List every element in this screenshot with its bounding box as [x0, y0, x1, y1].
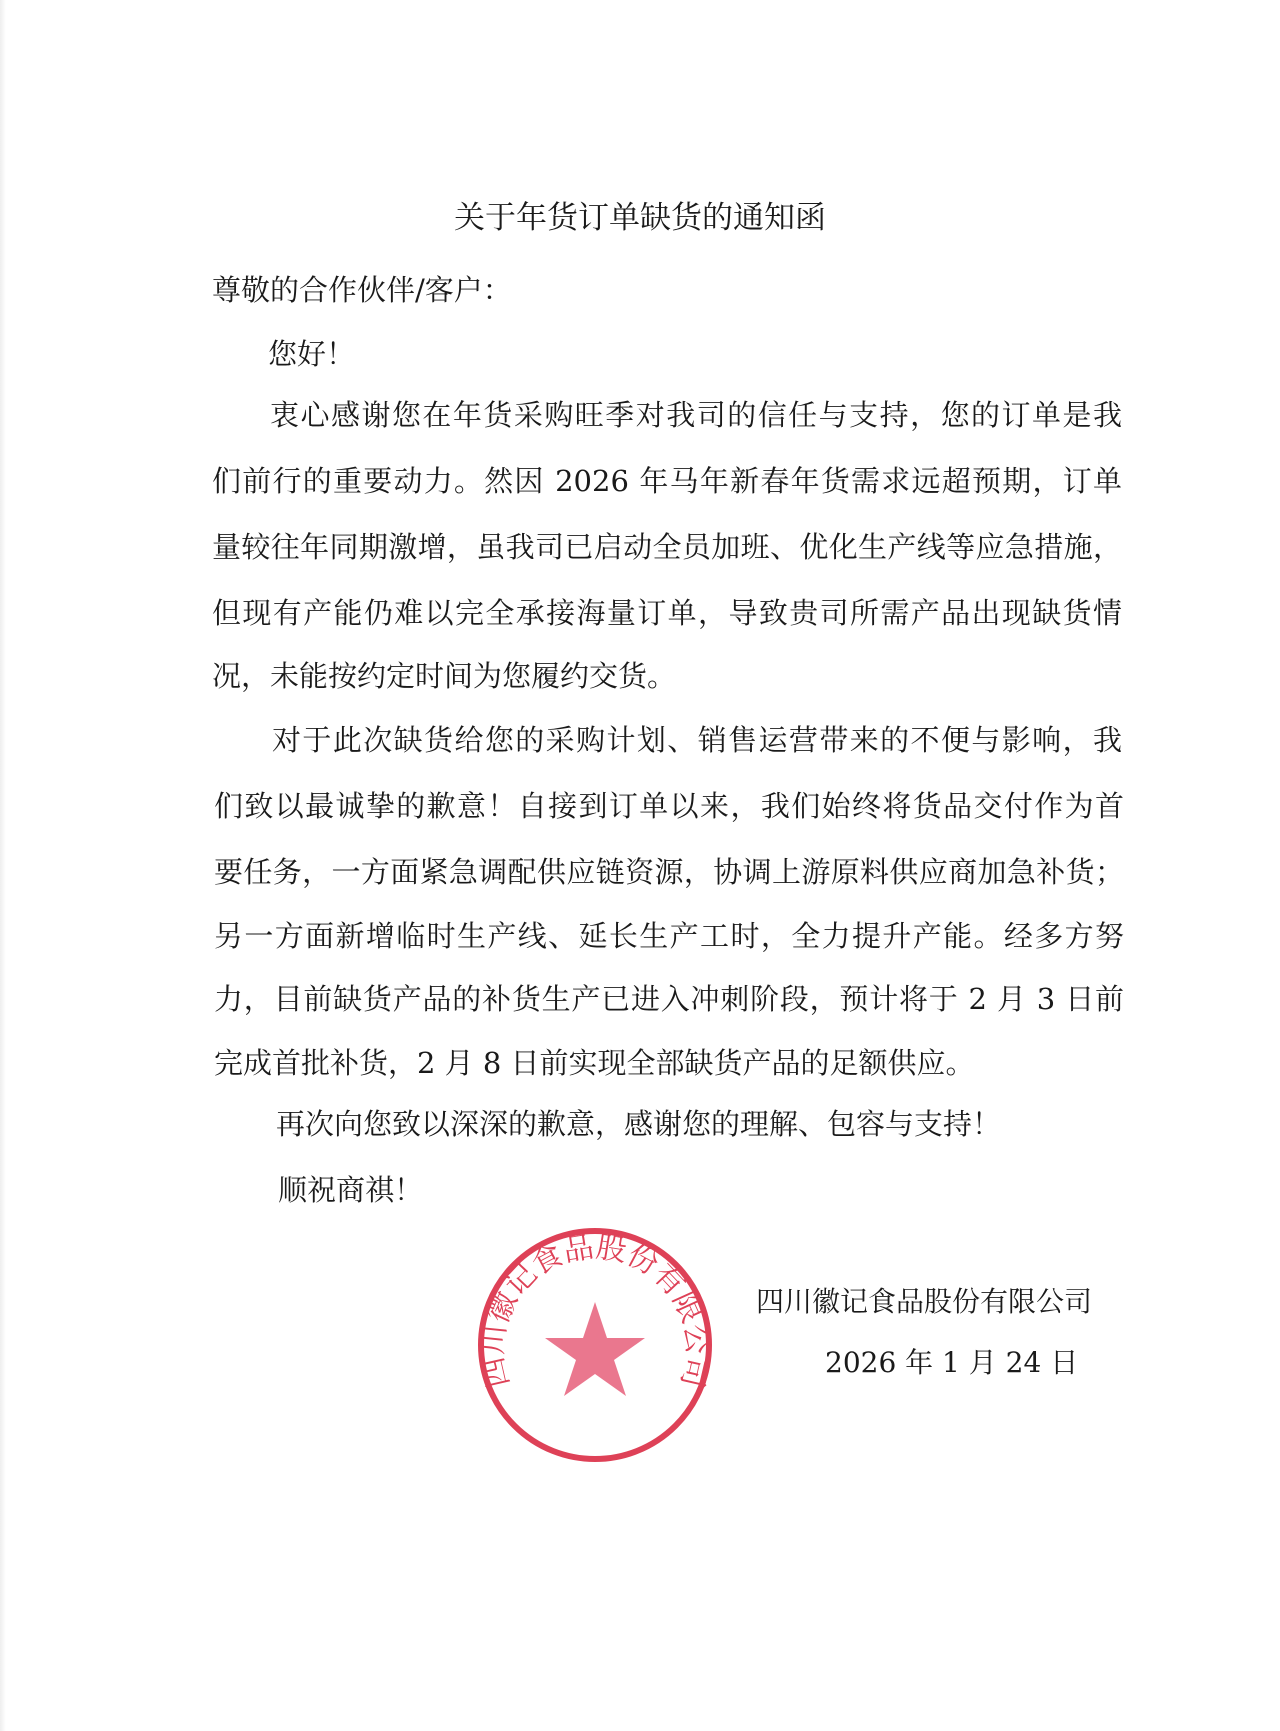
- star-icon: [545, 1302, 645, 1396]
- paragraph-line: 力，目前缺货产品的补货生产已进入冲刺阶段，预计将于 2 月 3 日前: [214, 982, 1124, 1016]
- paragraph-3: 再次向您致以深深的歉意，感谢您的理解、包容与支持！: [276, 1107, 1002, 1141]
- paragraph-line: 对于此次缺货给您的采购计划、销售运营带来的不便与影响，我: [272, 723, 1122, 757]
- closing: 顺祝商祺！: [278, 1173, 424, 1207]
- paragraph-line: 况，未能按约定时间为您履约交货。: [212, 659, 677, 693]
- paragraph-line: 要任务，一方面紧急调配供应链资源，协调上游原料供应商加急补货；: [214, 855, 1124, 889]
- paragraph-line: 量较往年同期激增，虽我司已启动全员加班、优化生产线等应急措施，: [212, 530, 1122, 564]
- paragraph-line: 们致以最诚挚的歉意！自接到订单以来，我们始终将货品交付作为首: [214, 789, 1124, 823]
- company-seal: [470, 1220, 720, 1470]
- seal-text: 四川徽记食品股份有限公司: [475, 1229, 715, 1391]
- paragraph-line: 完成首批补货，2 月 8 日前实现全部缺货产品的足额供应。: [214, 1046, 975, 1080]
- document-title: 关于年货订单缺货的通知函: [454, 200, 826, 236]
- paragraph-line: 们前行的重要动力。然因 2026 年马年新春年货需求远超预期，订单: [212, 464, 1122, 498]
- paragraph-line: 另一方面新增临时生产线、延长生产工时，全力提升产能。经多方努: [214, 919, 1124, 953]
- salutation: 尊敬的合作伙伴/客户：: [212, 273, 512, 307]
- paragraph-line: 但现有产能仍难以完全承接海量订单，导致贵司所需产品出现缺货情: [212, 596, 1122, 630]
- paragraph-line: 衷心感谢您在年货采购旺季对我司的信任与支持，您的订单是我: [270, 398, 1122, 432]
- signature-company: 四川徽记食品股份有限公司: [756, 1285, 1093, 1318]
- signature-date: 2026 年 1 月 24 日: [825, 1346, 1079, 1379]
- scan-edge: [0, 0, 6, 1731]
- greeting: 您好！: [268, 337, 356, 371]
